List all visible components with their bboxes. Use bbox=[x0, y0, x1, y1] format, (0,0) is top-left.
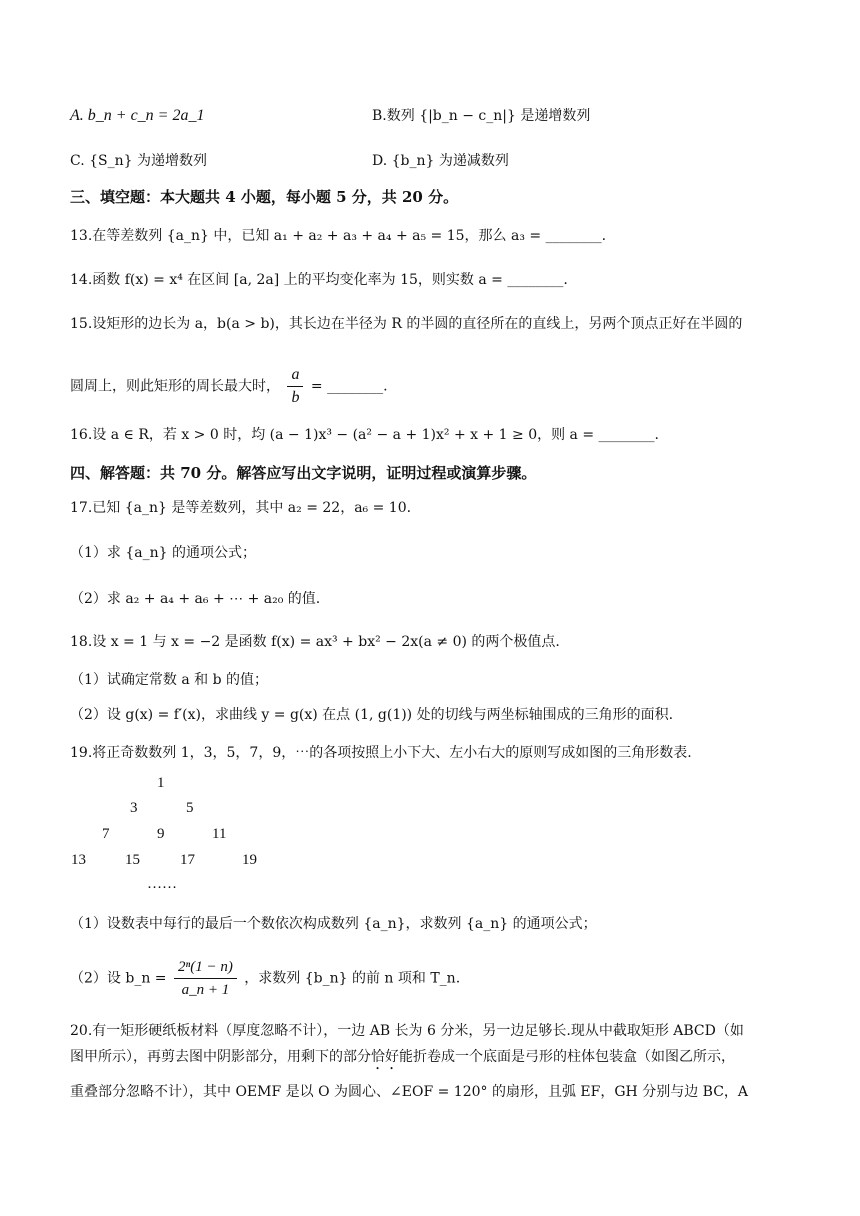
option-a: A. b_n + c_n = 2a_1 bbox=[70, 107, 205, 124]
q19-2-text-pre: （2）设 b_n = bbox=[70, 970, 167, 987]
triangle-cell: 17 bbox=[180, 852, 195, 868]
question-20-line3: 重叠部分忽略不计），其中 OEMF 是以 O 为圆心、∠EOF = 120° 的扇形，且弧 EF，GH 分别与边 BC，A bbox=[70, 1084, 749, 1100]
q15-fraction-num: a bbox=[287, 364, 303, 387]
triangle-cell: 7 bbox=[102, 826, 110, 842]
q15-fraction bbox=[287, 364, 303, 409]
q15-text-post: = ________. bbox=[310, 378, 388, 395]
option-b: B.数列 {|b_n − c_n|} 是递增数列 bbox=[372, 108, 591, 124]
question-17-part2: （2）求 a₂ + a₄ + a₆ + ⋯ + a₂₀ 的值. bbox=[70, 591, 321, 607]
question-17-part1: （1）求 {a_n} 的通项公式； bbox=[70, 545, 256, 561]
question-19: 19.将正奇数数列 1，3，5，7，9，⋯的各项按照上小下大、左小右大的原则写成如图的三角形数表. bbox=[70, 745, 692, 761]
triangle-ellipsis: …… bbox=[147, 876, 177, 892]
q19-2-fraction-num: 2ⁿ(1 − n) bbox=[174, 956, 237, 979]
question-19-part1: （1）设数表中每行的最后一个数依次构成数列 {a_n}，求数列 {a_n} 的通项公式； bbox=[70, 916, 597, 932]
question-14: 14.函数 f(x) = x⁴ 在区间 [a, 2a] 上的平均变化率为 15，则实数 a = ________. bbox=[70, 272, 568, 288]
question-17: 17.已知 {a_n} 是等差数列，其中 a₂ = 22，a₆ = 10. bbox=[70, 500, 412, 516]
question-18-part1: （1）试确定常数 a 和 b 的值； bbox=[70, 672, 269, 688]
question-18-part2: （2）设 g(x) = f′(x)，求曲线 y = g(x) 在点 (1, g(1)) 处的切线与两坐标轴围成的三角形的面积. bbox=[70, 707, 674, 723]
question-13: 13.在等差数列 {a_n} 中，已知 a₁ + a₂ + a₃ + a₄ + a₅ = 15，那么 a₃ = ________. bbox=[70, 228, 607, 244]
option-c: C. {S_n} 为递增数列 bbox=[70, 153, 207, 169]
section-3-heading: 三、填空题：本大题共 4 小题，每小题 5 分，共 20 分。 bbox=[70, 188, 459, 206]
triangle-cell: 1 bbox=[157, 775, 165, 791]
section-4-heading: 四、解答题：共 70 分。解答应写出文字说明，证明过程或演算步骤。 bbox=[70, 464, 537, 482]
q19-2-fraction bbox=[174, 956, 237, 1001]
question-20-line2 bbox=[70, 1047, 735, 1073]
triangle-cell: 3 bbox=[130, 800, 138, 816]
q20-line2-a: 图甲所示），再剪去图中阴影部分，用剩下的部分 bbox=[70, 1049, 371, 1065]
question-20-line1: 20.有一矩形硬纸板材料（厚度忽略不计），一边 AB 长为 6 分米，另一边足够长.现从中截取矩形 ABCD（如 bbox=[70, 1023, 744, 1039]
q20-line2-b: 能折卷成一个底面是弓形的柱体包装盒（如图乙所示， bbox=[399, 1049, 735, 1065]
triangle-cell: 9 bbox=[157, 826, 165, 842]
triangle-cell: 19 bbox=[242, 852, 257, 868]
q19-2-text-post: ，求数列 {b_n} 的前 n 项和 T_n. bbox=[244, 970, 461, 987]
triangle-cell: 15 bbox=[125, 852, 140, 868]
triangle-cell: 13 bbox=[71, 852, 86, 868]
q15-fraction-den: b bbox=[291, 389, 300, 406]
question-15-line2 bbox=[70, 364, 388, 409]
triangle-cell: 11 bbox=[212, 826, 227, 842]
triangle-cell: 5 bbox=[186, 800, 194, 816]
question-16: 16.设 a ∈ R，若 x > 0 时，均 (a − 1)x³ − (a² − a + 1)x² + x + 1 ≥ 0，则 a = ________. bbox=[70, 427, 659, 443]
question-18: 18.设 x = 1 与 x = −2 是函数 f(x) = ax³ + bx² − 2x(a ≠ 0) 的两个极值点. bbox=[70, 634, 560, 650]
option-d: D. {b_n} 为递减数列 bbox=[372, 153, 509, 169]
q15-text-pre: 圆周上，则此矩形的周长最大时， bbox=[70, 378, 280, 395]
q20-line2-emph: 恰好 bbox=[371, 1049, 399, 1065]
question-19-part2 bbox=[70, 956, 460, 1001]
q19-2-fraction-den: a_n + 1 bbox=[181, 982, 230, 998]
question-15-line1: 15.设矩形的边长为 a，b(a > b)，其长边在半径为 R 的半圆的直径所在的直线上，另两个顶点正好在半圆的 bbox=[70, 316, 743, 332]
